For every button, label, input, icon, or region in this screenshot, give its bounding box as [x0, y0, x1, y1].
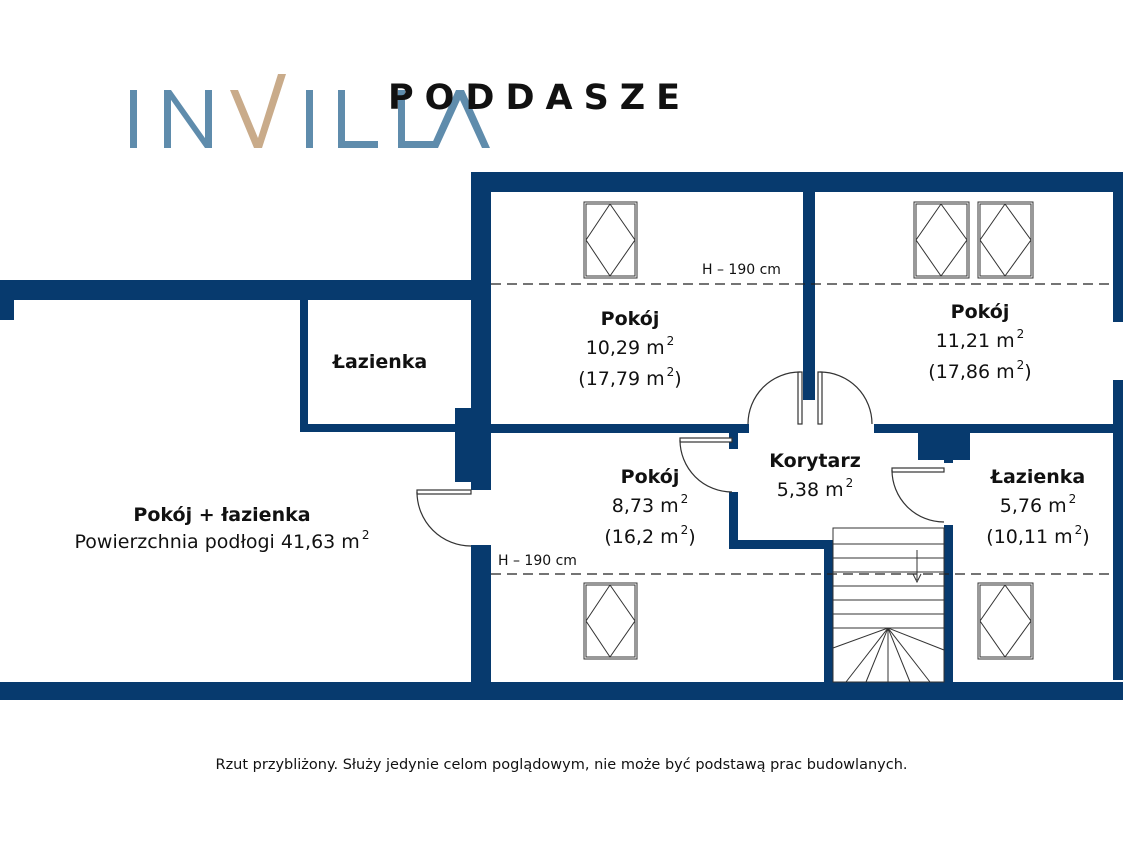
room-bottom	[580, 463, 720, 554]
room-top-left-floor-close: )	[674, 368, 682, 390]
door-big-room	[417, 490, 471, 546]
room-bath-small	[320, 349, 440, 376]
room-corridor-name: Korytarz	[769, 450, 861, 472]
room-top-left-name: Pokój	[600, 308, 660, 330]
wall-stairs-left	[824, 540, 833, 700]
room-corridor	[755, 447, 875, 507]
room-top-right-floor	[910, 358, 1050, 389]
door-room-top-left	[748, 372, 802, 424]
room-bottom-floor-sup: 2	[680, 523, 689, 537]
wall-bath-left	[300, 280, 308, 430]
wall-top	[471, 172, 1123, 192]
door-room-top-right	[818, 372, 872, 424]
room-top-left	[560, 305, 700, 396]
floor-plan-walls	[0, 172, 1123, 700]
roof-window-icon	[914, 202, 969, 278]
staircase	[833, 528, 944, 682]
room-top-right-area	[910, 327, 1050, 358]
room-bath-right-floor	[968, 523, 1108, 554]
room-bath-right-name: Łazienka	[990, 466, 1086, 488]
room-corridor-area-value: 5,38 m	[776, 479, 844, 501]
room-bottom-name: Pokój	[620, 466, 680, 488]
room-bath-right-area-sup: 2	[1068, 492, 1077, 506]
room-top-right-floor-value: (17,86 m	[928, 361, 1015, 383]
room-bottom-floor-close: )	[688, 526, 696, 548]
room-top-right-floor-sup: 2	[1016, 358, 1025, 372]
roof-window-icon	[584, 202, 637, 278]
room-big-area-value: Powierzchnia podłogi 41,63 m	[74, 531, 360, 553]
room-bath-right-floor-close: )	[1082, 526, 1090, 548]
wall-bottom	[0, 682, 1123, 700]
room-big-area-sup: 2	[361, 528, 370, 542]
wall-mid-left	[491, 424, 749, 433]
room-bottom-area-value: 8,73 m	[611, 495, 679, 517]
room-bath-small-name: Łazienka	[332, 351, 428, 373]
room-top-right-area-value: 11,21 m	[935, 330, 1015, 352]
wall-corridor-left	[729, 492, 738, 548]
wall-big-left-top	[0, 280, 14, 320]
room-bottom-floor	[580, 523, 720, 554]
room-top-left-area-value: 10,29 m	[585, 337, 665, 359]
room-bath-right-floor-value: (10,11 m	[986, 526, 1073, 548]
room-top-left-area-sup: 2	[666, 334, 675, 348]
room-top-left-floor	[560, 365, 700, 396]
room-bath-right-area-value: 5,76 m	[999, 495, 1067, 517]
room-bottom-floor-value: (16,2 m	[604, 526, 679, 548]
wall-mid-right	[874, 424, 1123, 433]
wall-corridor-bottom	[729, 540, 831, 549]
wall-pillar	[455, 408, 491, 482]
room-top-right-area-sup: 2	[1016, 327, 1025, 341]
room-top-left-floor-value: (17,79 m	[578, 368, 665, 390]
room-top-left-floor-sup: 2	[666, 365, 675, 379]
room-corridor-area	[755, 476, 875, 507]
height-label-top: H – 190 cm	[702, 262, 781, 278]
height-label-bottom: H – 190 cm	[498, 553, 577, 569]
disclaimer: Rzut przybliżony. Służy jedynie celom poglądowym, nie może być podstawą prac budowlanych.	[215, 757, 908, 773]
roof-window-icon	[978, 202, 1033, 278]
room-big	[62, 502, 382, 558]
room-bottom-area-sup: 2	[680, 492, 689, 506]
page-title: PODDASZE	[388, 78, 692, 118]
room-bath-right-area	[968, 492, 1108, 523]
wall-divider-lower	[471, 545, 491, 700]
roof-window-icon	[978, 583, 1033, 659]
room-big-area	[62, 529, 382, 558]
room-bottom-area	[580, 492, 720, 523]
wall-bath-bottom	[300, 424, 471, 432]
room-top-right-name: Pokój	[950, 301, 1010, 323]
room-big-name: Pokój + łazienka	[133, 504, 311, 526]
wall-bath-right-top	[944, 433, 953, 463]
roof-window-icon	[584, 583, 637, 659]
room-top-right	[910, 298, 1050, 389]
room-corridor-area-sup: 2	[845, 476, 854, 490]
room-bath-right	[968, 463, 1108, 554]
wall-big-top	[0, 280, 491, 300]
door-bath-right	[892, 468, 944, 522]
room-top-right-floor-close: )	[1024, 361, 1032, 383]
wall-upper-right	[1113, 172, 1123, 322]
wall-bath-right-left	[944, 525, 953, 700]
room-bath-right-floor-sup: 2	[1074, 523, 1083, 537]
wall-top-rooms	[803, 172, 815, 400]
room-top-left-area	[560, 334, 700, 365]
